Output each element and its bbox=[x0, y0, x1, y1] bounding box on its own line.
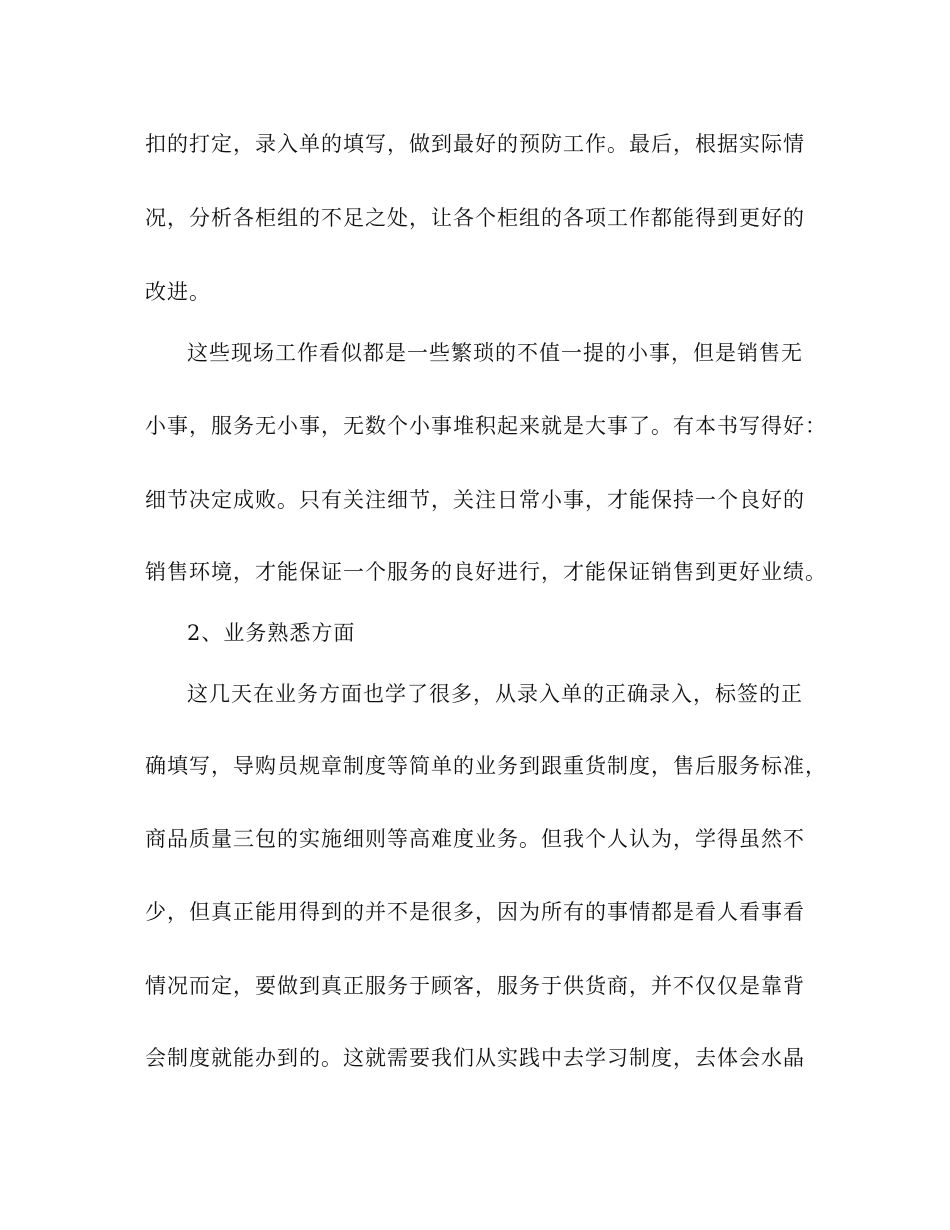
text-line: 少，但真正能用得到的并不是很多，因为所有的事情都是看人看事看 bbox=[145, 900, 805, 924]
text-line: 销售环境，才能保证一个服务的良好进行，才能保证销售到更好业绩。 bbox=[145, 560, 827, 584]
text-line: 况，分析各柜组的不足之处，让各个柜组的各项工作都能得到更好的 bbox=[145, 206, 805, 230]
text-line: 小事，服务无小事，无数个小事堆积起来就是大事了。有本书写得好： bbox=[145, 414, 827, 438]
section-heading: 2、业务熟悉方面 bbox=[187, 621, 356, 645]
text-line: 会制度就能办到的。这就需要我们从实践中去学习制度，去体会水晶 bbox=[145, 1046, 805, 1070]
text-line: 扣的打定，录入单的填写，做到最好的预防工作。最后，根据实际情 bbox=[145, 132, 805, 156]
paragraph-first-line: 这些现场工作看似都是一些繁琐的不值一提的小事，但是销售无 bbox=[187, 341, 803, 365]
text-line: 确填写，导购员规章制度等简单的业务到跟重货制度，售后服务标准， bbox=[145, 754, 827, 778]
text-line: 细节决定成败。只有关注细节，关注日常小事，才能保持一个良好的 bbox=[145, 488, 805, 512]
text-line: 情况而定，要做到真正服务于顾客，服务于供货商，并不仅仅是靠背 bbox=[145, 974, 805, 998]
paragraph-first-line: 这几天在业务方面也学了很多，从录入单的正确录入，标签的正 bbox=[187, 682, 803, 706]
text-line: 商品质量三包的实施细则等高难度业务。但我个人认为，学得虽然不 bbox=[145, 827, 805, 851]
text-line: 改进。 bbox=[145, 280, 211, 304]
